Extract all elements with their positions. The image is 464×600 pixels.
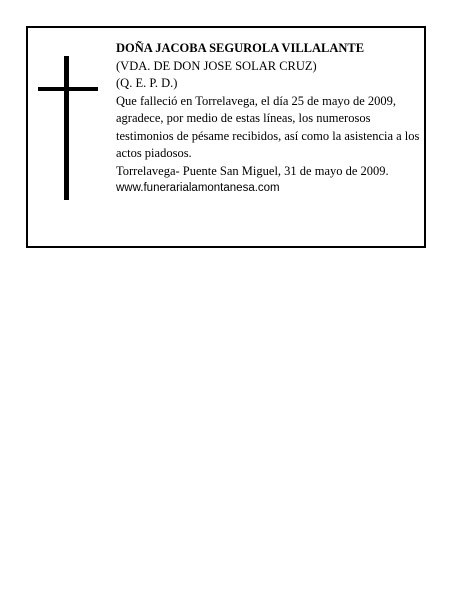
website-text: www.funerarialamontanesa.com	[116, 182, 280, 194]
place-date-line: Torrelavega- Puente San Miguel, 31 de mayo de 2009.	[116, 163, 389, 178]
cross-icon	[38, 56, 98, 200]
notice-message: Que falleció en Torrelavega, el día 25 de mayo de 2009, agradece, por medio de estas líneas, los numerosos testimonios de pésame recibidos, así como la asistencia a los actos piadosos.	[116, 93, 420, 160]
notice-text	[116, 40, 426, 198]
widow-of-line: (VDA. DE DON JOSE SOLAR CRUZ)	[116, 58, 317, 73]
obituary-notice	[26, 26, 426, 248]
deceased-name: DOÑA JACOBA SEGUROLA VILLALANTE	[116, 41, 365, 55]
cross-vertical-beam	[64, 56, 69, 200]
rip-line: (Q. E. P. D.)	[116, 76, 178, 90]
cross-horizontal-beam	[38, 87, 98, 91]
